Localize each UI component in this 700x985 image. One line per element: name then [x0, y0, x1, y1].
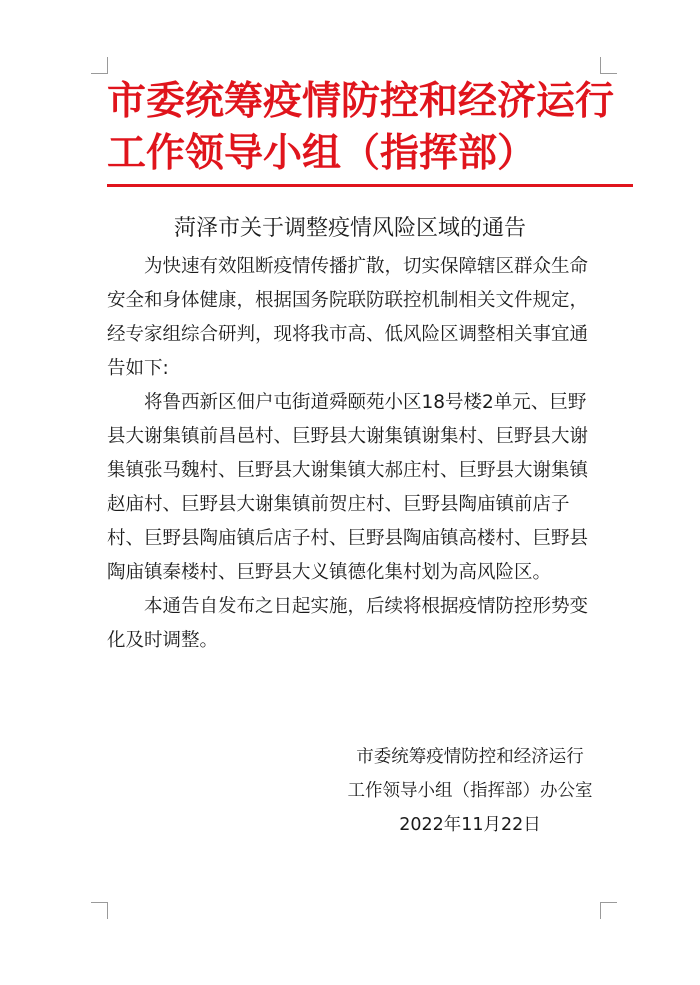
signature-date: 2022年11月22日: [399, 815, 541, 835]
paragraph-effective: 本通告自发布之日起实施，后续将根据疫情防控形势变化及时调整。: [107, 596, 589, 651]
crop-mark-bottom-left: [91, 902, 108, 919]
red-divider-line: [107, 184, 633, 187]
paragraph-high-risk-areas: 将鲁西新区佃户屯街道舜颐苑小区18号楼2单元、巨野县大谢集镇前昌邑村、巨野县大谢集镇谢集村、巨野县大谢集镇张马魏村、巨野县大谢集镇大郝庄村、巨野县大谢集镇赵庙村、巨野县大谢集镇前贺庄村、巨野县陶庙镇前店子村、巨野县陶庙镇后店子村、巨野县陶庙镇高楼村、巨野县陶庙镇秦楼村、巨野县大义镇德化集村划为高风险区。: [107, 392, 589, 583]
header-line-2: 工作领导小组（指挥部）: [107, 131, 537, 176]
crop-mark-top-right: [600, 57, 617, 74]
signature-line-1: 市委统筹疫情防控和经济运行: [356, 747, 584, 767]
paragraph-intro: 为快速有效阻断疫情传播扩散，切实保障辖区群众生命安全和身体健康，根据国务院联防联控机制相关文件规定，经专家组综合研判，现将我市高、低风险区调整相关事宜通告如下:: [107, 256, 589, 379]
header-line-1: 市委统筹疫情防控和经济运行: [107, 79, 615, 124]
notice-body: [107, 250, 593, 658]
crop-mark-top-left: [91, 57, 108, 74]
crop-mark-bottom-right: [600, 902, 617, 919]
signature-line-2: 工作领导小组（指挥部）办公室: [347, 781, 593, 801]
document-red-header: [107, 76, 627, 180]
notice-title: 菏泽市关于调整疫情风险区域的通告: [173, 216, 526, 241]
signature-block: [310, 740, 630, 842]
